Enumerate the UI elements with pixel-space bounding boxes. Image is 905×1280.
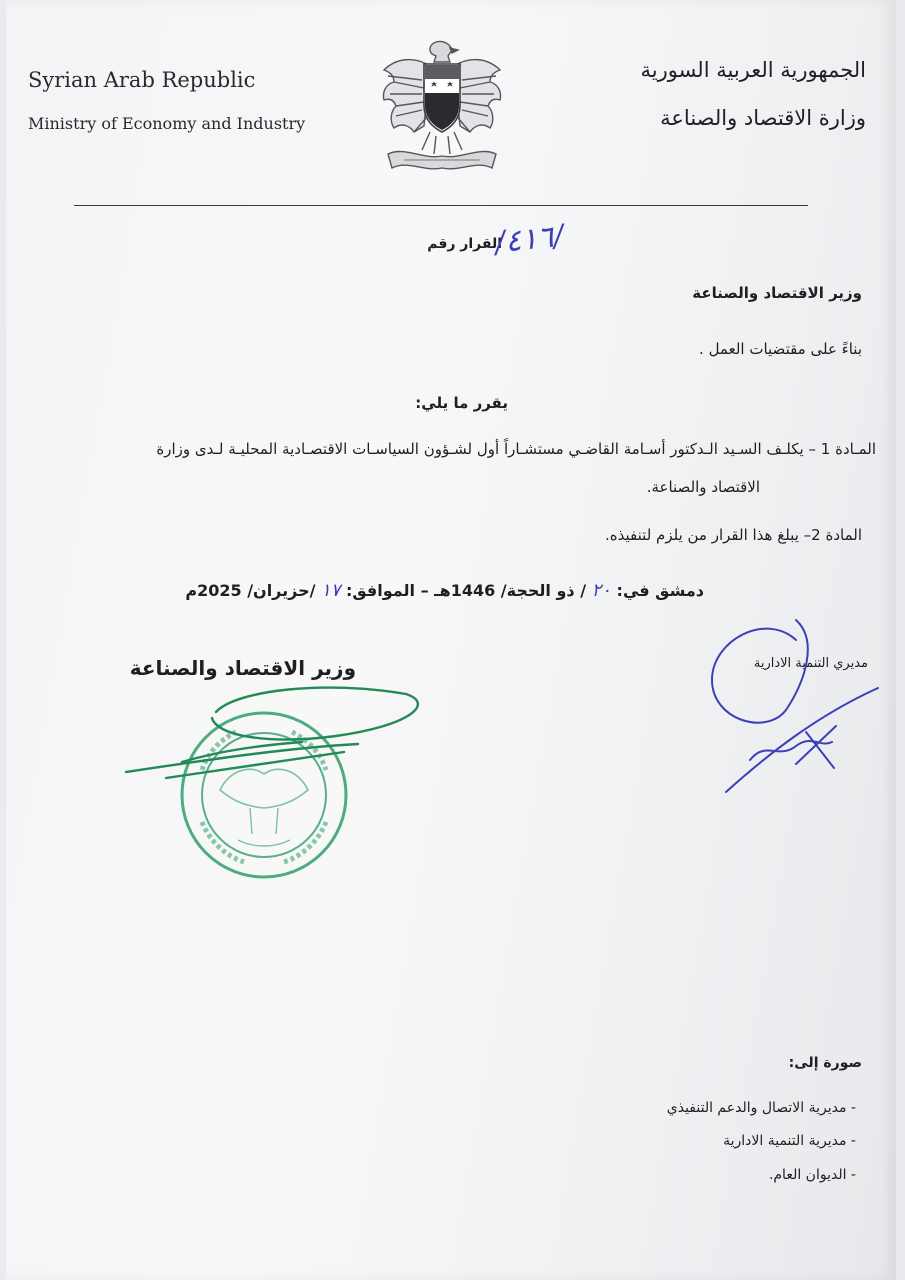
decree-number-handwritten: /٤١٦/	[493, 218, 566, 261]
minister-signature-title: وزير الاقتصاد والصناعة	[129, 656, 356, 680]
header-arabic-subtitle: وزارة الاقتصاد والصناعة	[660, 106, 866, 130]
preamble-text: بناءً على مقتضيات العمل .	[699, 340, 862, 358]
copy-recipient: - الديوان العام.	[768, 1167, 856, 1183]
hijri-month-year: / ذو الحجة/ 1446هـ – الموافق:	[345, 581, 587, 600]
minister-signature-icon	[126, 688, 418, 778]
decree-number-label: القرار رقم	[427, 236, 502, 252]
gregorian-month-year: /حزيران/ 2025م	[185, 581, 316, 600]
article-2: المادة 2– يبلغ هذا القرار من يلزم لتنفيذه.	[605, 526, 862, 544]
article-1-line-1: المـادة 1 – يكلـف السـيد الـدكتور أسـامة القاضـي مستشـاراً أول لشـؤون السياسـات الاقتصـادية المحليـة لـدى وزارة	[156, 440, 876, 458]
header-english-title: Syrian Arab Republic	[28, 68, 256, 92]
gregorian-day-handwritten: ١٧	[321, 580, 341, 601]
admin-director-title: مديري التنمية الادارية	[753, 656, 868, 671]
header-divider	[74, 205, 808, 206]
copy-recipient: - مديرية التنمية الادارية	[723, 1133, 856, 1149]
ministry-stamp-icon	[182, 713, 346, 877]
admin-signature-icon	[712, 620, 878, 792]
header-english-subtitle: Ministry of Economy and Industry	[28, 114, 306, 133]
copy-recipient: - مديرية الاتصال والدعم التنفيذي	[666, 1100, 856, 1116]
syrian-eagle-emblem-icon	[374, 36, 510, 176]
hijri-day-handwritten: ٢٠	[591, 580, 611, 601]
header-arabic-title: الجمهورية العربية السورية	[640, 58, 866, 82]
date-prefix: دمشق في:	[616, 581, 704, 600]
copies-heading: صورة إلى:	[788, 1055, 862, 1071]
article-1-line-2: الاقتصاد والصناعة.	[646, 478, 760, 496]
document-page	[6, 0, 896, 1280]
date-line	[185, 580, 704, 601]
minister-heading: وزير الاقتصاد والصناعة	[692, 284, 862, 302]
decides-heading: يقرر ما يلي:	[415, 394, 508, 412]
